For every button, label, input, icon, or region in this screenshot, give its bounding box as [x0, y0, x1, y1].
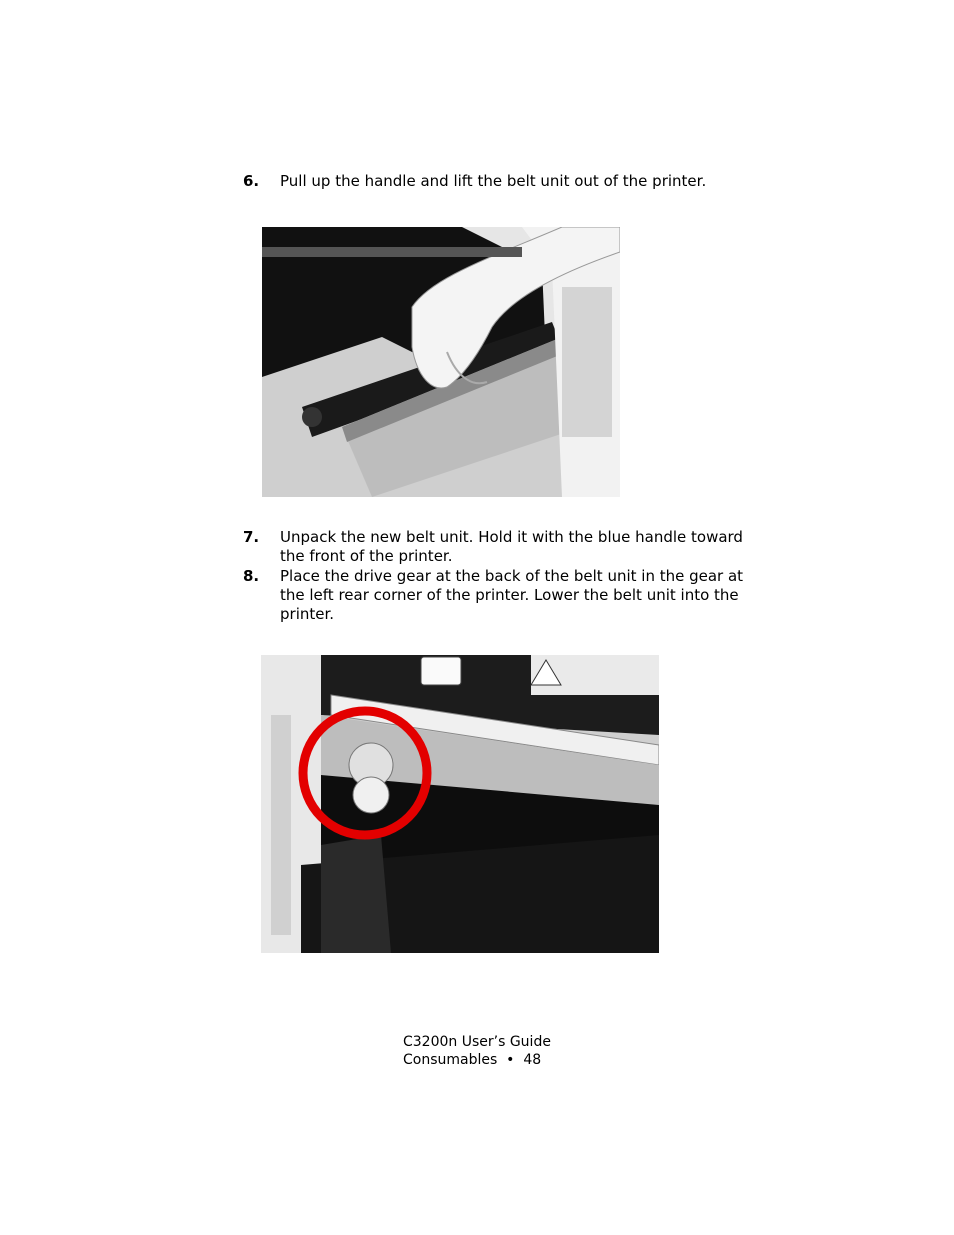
step-text: Unpack the new belt unit. Hold it with the blue handle toward the front of the printer. [280, 528, 743, 565]
printer-drive-gear-illustration [261, 655, 659, 953]
step-text: Place the drive gear at the back of the belt unit in the gear at the left rear corner of the printer. Lower the belt unit into the printer. [280, 567, 744, 623]
step-text: Pull up the handle and lift the belt unit out of the printer. [280, 172, 707, 190]
photo-lift-belt-unit [262, 227, 620, 497]
step-number: 6. [243, 172, 260, 190]
guide-title: C3200n User’s Guide [403, 1034, 551, 1050]
step-number: 8. [243, 567, 260, 585]
section-page: Consumables • 48 [403, 1052, 542, 1068]
step-number: 7. [243, 528, 260, 546]
printer-belt-lift-illustration [262, 227, 620, 497]
page-footer [403, 1033, 551, 1069]
photo-drive-gear [261, 655, 659, 953]
